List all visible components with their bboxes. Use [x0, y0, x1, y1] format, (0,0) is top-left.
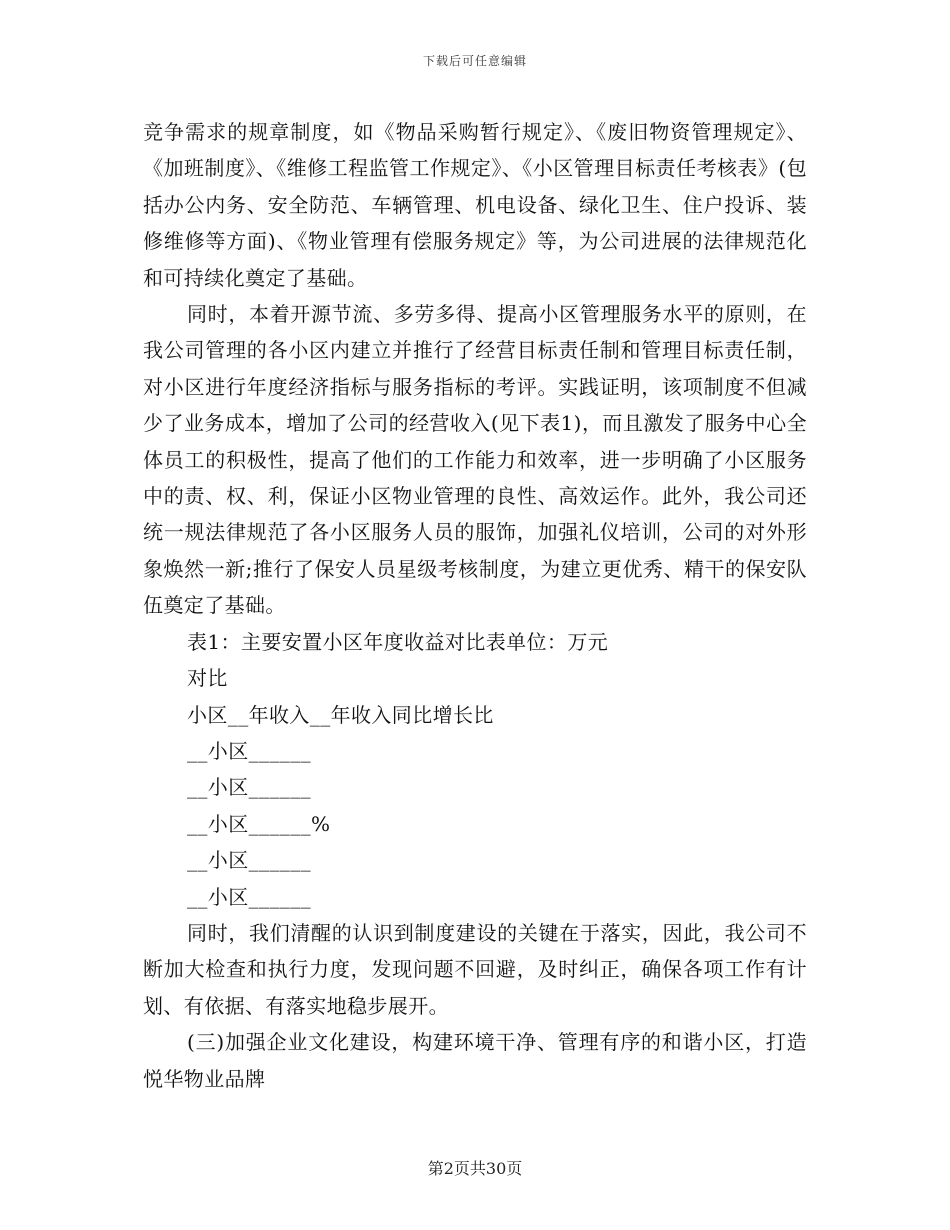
page-footer: 第2页共30页	[427, 1159, 523, 1178]
paragraph-1: 竞争需求的规章制度，如《物品采购暂行规定》、《废旧物资管理规定》、《加班制度》、《维修工程监管工作规定》、《小区管理目标责任考核表》(包括办公内务、安全防范、车辆管理、机电设备、绿化卫生、住户投诉、装修维修等方面)、《物业管理有偿服务规定》等，为公司进展的法律规范化和可持续化奠定了基础。	[143, 120, 807, 290]
paragraph-3: 同时，我们清醒的认识到制度建设的关键在于落实，因此，我公司不断加大检查和执行力度，发现问题不回避，及时纠正，确保各项工作有计划、有依据、有落实地稳步展开。	[143, 920, 807, 1018]
page-header: 下载后可任意编辑	[422, 54, 527, 68]
table-header-line-1: 对比	[187, 666, 228, 691]
paragraph-4: (三)加强企业文化建设，构建环境干净、管理有序的和谐小区，打造悦华物业品牌	[143, 1030, 807, 1091]
table-row: __小区______	[187, 884, 311, 909]
table-row: __小区______%	[187, 811, 331, 836]
table-row: __小区______	[187, 775, 311, 800]
table-row: __小区______	[187, 848, 311, 873]
table-row: __小区______	[187, 738, 311, 763]
table-header-line-2: 小区__年收入__年收入同比增长比	[187, 702, 494, 727]
document-body	[143, 114, 807, 1097]
table-caption: 表1：主要安置小区年度收益对比表单位：万元	[187, 629, 609, 654]
paragraph-2: 同时，本着开源节流、多劳多得、提高小区管理服务水平的原则，在我公司管理的各小区内建立并推行了经营目标责任制和管理目标责任制，对小区进行年度经济指标与服务指标的考评。实践证明，该项制度不但减少了业务成本，增加了公司的经营收入(见下表1)，而且激发了服务中心全体员工的积极性，提高了他们的工作能力和效率，进一步明确了小区服务中的责、权、利，保证小区物业管理的良性、高效运作。此外，我公司还统一规法律规范了各小区服务人员的服饰，加强礼仪培训，公司的对外形象焕然一新;推行了保安人员星级考核制度，为建立更优秀、精干的保安队伍奠定了基础。	[143, 302, 807, 618]
